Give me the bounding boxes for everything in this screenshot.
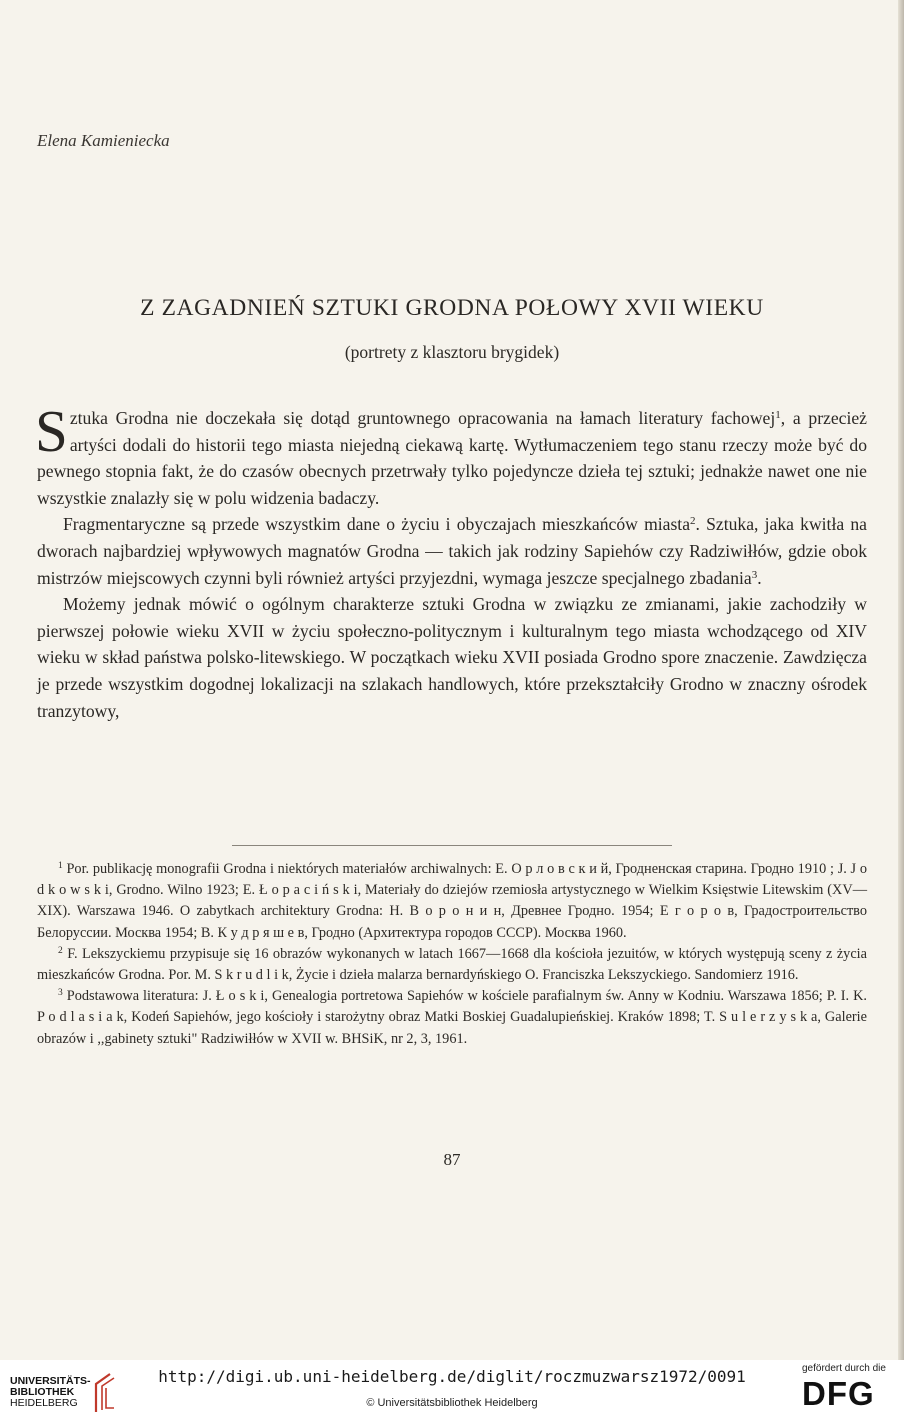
article-title: Z ZAGADNIEŃ SZTUKI GRODNA POŁOWY XVII WIEKU xyxy=(140,295,764,321)
footnote-text: Por. publikację monografii Grodna i niektórych materiałów archiwalnych: E. О р л о в с к и й, Гродненская старина. Гродно 1910 ; J. J o d k o w s k i, Grodno. Wilno 1923; E. Ł o p a c i ń s k i, Materiały do dziejów rzemiosła artystycznego w Wielkim Księstwie Litewskim (XV—XIX). Warszawa 1946. O zabytkach architektury Grodna: Н. В о р о н и н, Древнее Гродно. 1954; Е г о р о в, Градостроительство Белоруссии. Москва 1954; В. К у д р я ш е в, Гродно (Архитектура городов СССР). Москва 1960. xyxy=(37,861,867,941)
dfg-logo[interactable]: DFG xyxy=(802,1375,875,1412)
paragraph-3 xyxy=(37,591,867,724)
article-subtitle: (portrety z klasztoru brygidek) xyxy=(344,342,560,362)
paragraph-2 xyxy=(37,511,867,591)
footnote-divider xyxy=(232,845,672,846)
footnote-3 xyxy=(37,986,867,1050)
paragraph-text: Możemy jednak mówić o ogólnym charakterze sztuki Grodna w związku ze zmianami, jakie zachodziły w pierwszej połowie wieku XVII w życiu społeczno-politycznym i kulturalnym tego miasta wchodzącego od XIV wieku w skład państwa polsko-litewskiego. W początkach wieku XVII posiada Grodno spore znaczenie. Zawdzięcza je przede wszystkim dogodnej lokalizacji na szlakach handlowych, które przekształciły Grodno w znaczny ośrodek tranzytowy, xyxy=(37,594,867,721)
footnote-text: F. Lekszyckiemu przypisuje się 16 obrazów wykonanych w latach 1667—1668 dla kościoła jezuitów, w których występują sceny z życia mieszkańców Grodna. Por. M. S k r u d l i k, Życie i dzieła malarza bernardyńskiego O. Franciszka Lekszyckiego. Sandomierz 1916. xyxy=(37,945,867,984)
paragraph-1 xyxy=(35,398,867,511)
library-name-line: HEIDELBERG xyxy=(10,1397,78,1409)
footnote-ref-2[interactable]: 2 xyxy=(690,515,696,528)
footnote-ref-3[interactable]: 3 xyxy=(751,568,758,581)
footnote-number: 1 xyxy=(58,861,63,871)
author-name: Elena Kamieniecka xyxy=(37,131,170,150)
paragraph-text: , a przecież artyści dodali do historii tego miasta niejedną ciekawą kartę. Wytłumaczeniem tego stanu rzeczy może być do pewnego stopnia fakt, że do czasów obecnych przetrwały tylko pojedyncze dzieła tej sztuki; jednakże nawet one nie wszystkie znalazły się w polu widzenia badaczy. xyxy=(37,408,867,508)
footnote-1 xyxy=(37,859,867,944)
footnote-number: 2 xyxy=(58,945,63,956)
library-name-line: UNIVERSITÄTS- xyxy=(10,1375,91,1387)
footnote-text: Podstawowa literatura: J. Ł o s k i, Genealogia portretowa Sapiehów w kościele parafialnym św. Anny w Kodniu. Warszawa 1856; P. I. K. P o d l a s i a k, Kodeń Sapiehów, jego kościoły i starożytny obraz Matki Boskiej Guadalupieńskiej. Kraków 1898; T. S u l e r z y s k a, Galerie obrazów i ,,gabinety sztuki" Radziwiłłów w XVII w. BHSiK, nr 2, 3, 1961. xyxy=(37,988,867,1047)
permalink-url[interactable]: http://digi.ub.uni-heidelberg.de/diglit/roczmuzwarsz1972/0091 xyxy=(158,1367,746,1386)
paragraph-text: Fragmentaryczne są przede wszystkim dane o życiu i obyczajach mieszkańców miasta xyxy=(63,514,690,535)
footnote-number: 3 xyxy=(58,988,63,999)
paragraph-text: . xyxy=(757,567,762,588)
paragraph-text: ztuka Grodna nie doczekała się dotąd gruntownego opracowania na łamach literatury fachowej xyxy=(69,408,776,428)
footnotes xyxy=(37,859,867,1050)
library-name-line: BIBLIOTHEK xyxy=(10,1386,75,1398)
funder-caption: gefördert durch die xyxy=(802,1363,886,1374)
paragraph-text: . Sztuka, jaka kwitła na dworach najbardziej wpływowych magnatów Grodna — takich jak rodziny Sapiehów czy Radziwiłłów, gdzie obok mistrzów miejscowych czynni byli również artyści przyjezdni, wymaga jeszcze specjalnego zbadania xyxy=(37,514,867,588)
article-body xyxy=(35,398,867,724)
footnote-ref-1[interactable]: 1 xyxy=(775,409,781,421)
page-number: 87 xyxy=(443,1150,461,1169)
drop-cap: S xyxy=(35,398,68,464)
footnote-2 xyxy=(37,944,867,986)
copyright-notice: © Universitätsbibliothek Heidelberg xyxy=(366,1397,538,1409)
